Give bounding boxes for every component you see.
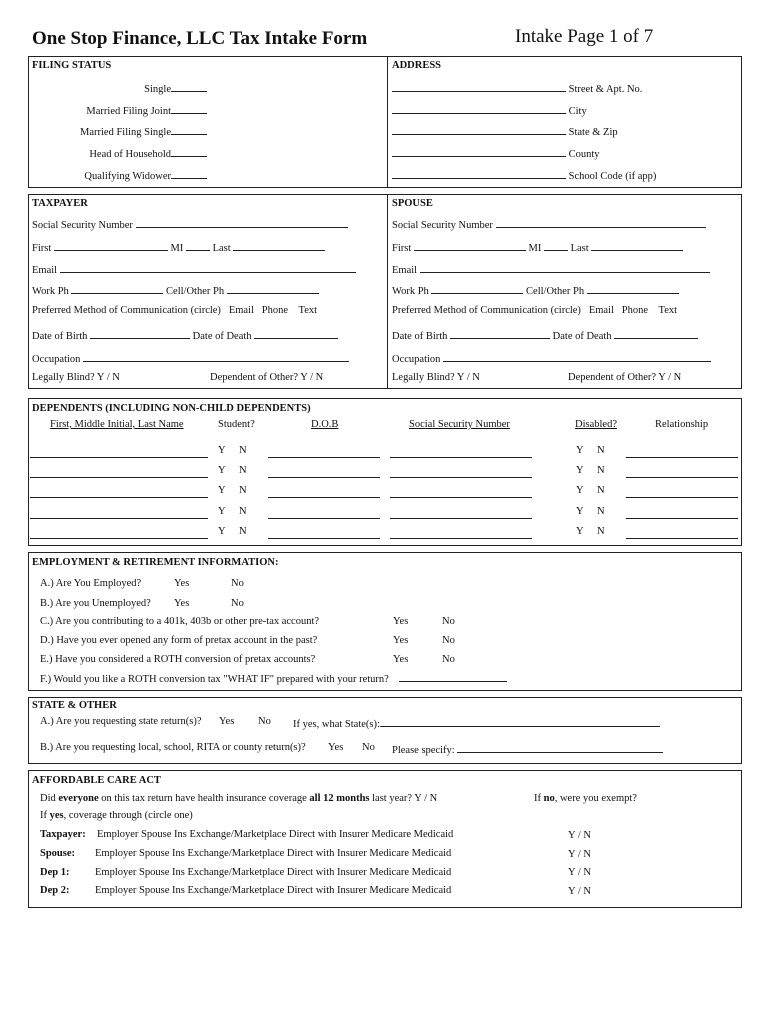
employment-c-yes[interactable]: Yes <box>393 616 409 627</box>
dependents-col-dob: D.O.B <box>311 419 339 430</box>
address-county[interactable]: County <box>392 146 600 160</box>
address-school-code[interactable]: School Code (if app) <box>392 168 656 182</box>
dependent-disabled-yes[interactable]: Y <box>576 465 584 476</box>
employment-d-yes[interactable]: Yes <box>393 635 409 646</box>
state-which-line[interactable] <box>380 716 660 727</box>
taxpayer-dates[interactable]: Date of Birth Date of Death <box>32 328 338 342</box>
taxpayer-dependent[interactable]: Dependent of Other? Y / N <box>210 372 324 383</box>
aca-heading: AFFORDABLE CARE ACT <box>32 775 161 786</box>
employment-a-yes[interactable]: Yes <box>174 578 190 589</box>
dependent-disabled-no[interactable]: N <box>597 526 605 537</box>
taxpayer-ssn-line[interactable] <box>136 217 348 228</box>
spouse-pref-phone[interactable]: Phone <box>621 305 649 316</box>
aca-row-label-dep2: Dep 2: <box>40 885 70 896</box>
dependent-ssn-line[interactable] <box>390 477 532 478</box>
dependent-disabled-no[interactable]: N <box>597 465 605 476</box>
address-state-zip-line[interactable] <box>392 124 566 135</box>
dependent-student-no[interactable]: N <box>239 485 247 496</box>
aca-row-yn-spouse[interactable]: Y / N <box>568 849 591 860</box>
filing-option-hoh[interactable]: Head of Household <box>89 146 207 160</box>
dependent-student-yes[interactable]: Y <box>218 526 226 537</box>
dependent-dob-line[interactable] <box>268 457 380 458</box>
state-specify-line[interactable] <box>457 742 663 753</box>
dependent-dob-line[interactable] <box>268 518 380 519</box>
dependent-name-line[interactable] <box>30 457 208 458</box>
aca-coverage-yn[interactable]: last year? Y / N <box>369 793 438 804</box>
address-school-line[interactable] <box>392 168 566 179</box>
spouse-cell-line[interactable] <box>587 283 679 294</box>
filing-option-single[interactable]: Single <box>144 81 207 95</box>
address-city[interactable]: City <box>392 103 587 117</box>
taxpayer-work-line[interactable] <box>71 283 163 294</box>
employment-q-d: D.) Have you ever opened any form of pretax account in the past? <box>40 635 318 646</box>
taxpayer-last-line[interactable] <box>233 240 325 251</box>
spouse-ssn[interactable]: Social Security Number <box>392 217 706 231</box>
employment-f-line[interactable] <box>399 671 507 682</box>
dependent-disabled-yes[interactable]: Y <box>576 526 584 537</box>
spouse-pref-comm: Preferred Method of Communication (circle) Email Phone Text <box>392 305 678 316</box>
filing-option-qw-line[interactable] <box>171 168 207 179</box>
dependent-dob-line[interactable] <box>268 497 380 498</box>
state-b-no[interactable]: No <box>362 742 375 753</box>
employment-d-no[interactable]: No <box>442 635 455 646</box>
taxpayer-pref-phone[interactable]: Phone <box>261 305 289 316</box>
filing-option-qw[interactable]: Qualifying Widower <box>84 168 207 182</box>
filing-status-heading: FILING STATUS <box>32 60 112 71</box>
dependent-name-line[interactable] <box>30 497 208 498</box>
spouse-phones[interactable]: Work Ph Cell/Other Ph <box>392 283 679 297</box>
taxpayer-pref-email[interactable]: Email <box>228 305 254 316</box>
aca-row-yn-taxpayer[interactable]: Y / N <box>568 830 591 841</box>
dependent-student-no[interactable]: N <box>239 465 247 476</box>
taxpayer-ssn[interactable]: Social Security Number <box>32 217 348 231</box>
filing-option-mfs[interactable]: Married Filing Single <box>80 124 207 138</box>
aca-row-options-taxpayer[interactable]: Employer Spouse Ins Exchange/Marketplace Direct with Insurer Medicare Medicaid <box>97 829 454 840</box>
spouse-last-line[interactable] <box>591 240 683 251</box>
dependent-disabled-yes[interactable]: Y <box>576 485 584 496</box>
employment-b-yes[interactable]: Yes <box>174 598 190 609</box>
dependent-disabled-no[interactable]: N <box>597 445 605 456</box>
spouse-name[interactable]: First MI Last <box>392 240 683 254</box>
employment-q-b: B.) Are you Unemployed? <box>40 598 151 609</box>
taxpayer-pref-comm: Preferred Method of Communication (circle) Email Phone Text <box>32 305 318 316</box>
dependent-student-no[interactable]: N <box>239 506 247 517</box>
taxpayer-name[interactable]: First MI Last <box>32 240 325 254</box>
state-q-b: B.) Are you requesting local, school, RITA or county return(s)? <box>40 742 306 753</box>
state-a-no[interactable]: No <box>258 716 271 727</box>
spouse-dependent[interactable]: Dependent of Other? Y / N <box>568 372 682 383</box>
filing-option-mfj-line[interactable] <box>171 103 207 114</box>
address-street[interactable]: Street & Apt. No. <box>392 81 642 95</box>
employment-e-no[interactable]: No <box>442 654 455 665</box>
state-other-heading: STATE & OTHER <box>32 700 117 711</box>
filing-option-hoh-line[interactable] <box>171 146 207 157</box>
state-a-which[interactable]: If yes, what State(s): <box>293 716 660 730</box>
taxpayer-blind[interactable]: Legally Blind? Y / N <box>32 372 120 383</box>
employment-c-no[interactable]: No <box>442 616 455 627</box>
spouse-dod-line[interactable] <box>614 328 698 339</box>
taxpayer-first-line[interactable] <box>54 240 168 251</box>
employment-q-c: C.) Are you contributing to a 401k, 403b or other pre-tax account? <box>40 616 320 627</box>
spouse-work-line[interactable] <box>431 283 523 294</box>
dependent-name-line[interactable] <box>30 518 208 519</box>
state-q-a: A.) Are you requesting state return(s)? <box>40 716 202 727</box>
dependent-relationship-line[interactable] <box>626 457 738 458</box>
spouse-occupation-line[interactable] <box>443 351 711 362</box>
state-b-specify[interactable]: Please specify: <box>392 742 663 756</box>
dependent-student-yes[interactable]: Y <box>218 465 226 476</box>
employment-heading: EMPLOYMENT & RETIREMENT INFORMATION: <box>32 557 279 568</box>
address-state-zip[interactable]: State & Zip <box>392 124 618 138</box>
dependent-ssn-line[interactable] <box>390 497 532 498</box>
dependents-heading: DEPENDENTS (INCLUDING NON-CHILD DEPENDENTS) <box>32 403 311 414</box>
taxpayer-heading: TAXPAYER <box>32 198 88 209</box>
dependent-student-yes[interactable]: Y <box>218 485 226 496</box>
dependent-relationship-line[interactable] <box>626 477 738 478</box>
address-county-line[interactable] <box>392 146 566 157</box>
address-city-line[interactable] <box>392 103 566 114</box>
dependents-col-disabled: Disabled? <box>575 419 617 430</box>
aca-row-label-dep1: Dep 1: <box>40 867 70 878</box>
aca-row-options-spouse[interactable]: Employer Spouse Ins Exchange/Marketplace Direct with Insurer Medicare Medicaid <box>95 848 452 859</box>
address-street-line[interactable] <box>392 81 566 92</box>
dependent-disabled-yes[interactable]: Y <box>576 506 584 517</box>
address-heading: ADDRESS <box>392 60 442 71</box>
dependent-disabled-yes[interactable]: Y <box>576 445 584 456</box>
aca-row-options-dep1[interactable]: Employer Spouse Ins Exchange/Marketplace Direct with Insurer Medicare Medicaid <box>95 867 452 878</box>
filing-option-single-line[interactable] <box>171 81 207 92</box>
aca-row-yn-dep1[interactable]: Y / N <box>568 867 591 878</box>
taxpayer-dob-line[interactable] <box>90 328 190 339</box>
dependent-dob-line[interactable] <box>268 538 380 539</box>
dependent-disabled-no[interactable]: N <box>597 506 605 517</box>
spouse-heading: SPOUSE <box>392 198 433 209</box>
dependent-student-yes[interactable]: Y <box>218 506 226 517</box>
dependent-student-no[interactable]: N <box>239 526 247 537</box>
spouse-first-line[interactable] <box>414 240 526 251</box>
employment-q-e: E.) Have you considered a ROTH conversion of pretax accounts? <box>40 654 316 665</box>
dependent-dob-line[interactable] <box>268 477 380 478</box>
dependent-relationship-line[interactable] <box>626 497 738 498</box>
aca-row-label-taxpayer: Taxpayer: <box>40 829 86 840</box>
dependents-col-relationship: Relationship <box>655 419 709 430</box>
dependents-col-name: First, Middle Initial, Last Name <box>50 419 184 430</box>
spouse-pref-text[interactable]: Text <box>658 305 678 316</box>
taxpayer-pref-text[interactable]: Text <box>298 305 318 316</box>
aca-row-yn-dep2[interactable]: Y / N <box>568 886 591 897</box>
spouse-blind[interactable]: Legally Blind? Y / N <box>392 372 480 383</box>
aca-row-label-spouse: Spouse: <box>40 848 76 859</box>
dependent-name-line[interactable] <box>30 477 208 478</box>
spouse-occupation[interactable]: Occupation <box>392 351 711 365</box>
state-a-yes[interactable]: Yes <box>219 716 235 727</box>
employment-q-a: A.) Are You Employed? <box>40 578 142 589</box>
employment-a-no[interactable]: No <box>231 578 244 589</box>
taxpayer-occupation-line[interactable] <box>83 351 349 362</box>
taxpayer-dod-line[interactable] <box>254 328 338 339</box>
dependent-name-line[interactable] <box>30 538 208 539</box>
dependent-ssn-line[interactable] <box>390 538 532 539</box>
aca-coverage-through: If yes, coverage through (circle one) <box>40 810 193 821</box>
dependent-ssn-line[interactable] <box>390 457 532 458</box>
spouse-dates[interactable]: Date of Birth Date of Death <box>392 328 698 342</box>
taxpayer-cell-line[interactable] <box>227 283 319 294</box>
page-indicator: Intake Page 1 of 7 <box>515 26 654 47</box>
dependent-student-yes[interactable]: Y <box>218 445 226 456</box>
filing-option-mfj[interactable]: Married Filing Joint <box>86 103 207 117</box>
filing-option-mfs-line[interactable] <box>171 124 207 135</box>
taxpayer-occupation[interactable]: Occupation <box>32 351 349 365</box>
spouse-dob-line[interactable] <box>450 328 550 339</box>
dependent-relationship-line[interactable] <box>626 518 738 519</box>
spouse-email-line[interactable] <box>420 262 710 273</box>
dependent-ssn-line[interactable] <box>390 518 532 519</box>
employment-q-f: F.) Would you like a ROTH conversion tax "WHAT IF" prepared with your return? <box>40 671 507 685</box>
spouse-mi-line[interactable] <box>544 240 568 251</box>
dependent-disabled-no[interactable]: N <box>597 485 605 496</box>
state-b-yes[interactable]: Yes <box>328 742 344 753</box>
aca-exempt-question: If no, were you exempt? <box>534 793 637 804</box>
dependents-col-ssn: Social Security Number <box>409 419 510 430</box>
form-title: One Stop Finance, LLC Tax Intake Form <box>32 28 368 49</box>
taxpayer-phones[interactable]: Work Ph Cell/Other Ph <box>32 283 319 297</box>
employment-b-no[interactable]: No <box>231 598 244 609</box>
spouse-email[interactable]: Email <box>392 262 710 276</box>
employment-e-yes[interactable]: Yes <box>393 654 409 665</box>
taxpayer-email-line[interactable] <box>60 262 356 273</box>
taxpayer-email[interactable]: Email <box>32 262 356 276</box>
dependents-col-student: Student? <box>218 419 255 430</box>
aca-row-options-dep2[interactable]: Employer Spouse Ins Exchange/Marketplace Direct with Insurer Medicare Medicaid <box>95 885 452 896</box>
spouse-pref-email[interactable]: Email <box>588 305 614 316</box>
dependent-relationship-line[interactable] <box>626 538 738 539</box>
dependent-student-no[interactable]: N <box>239 445 247 456</box>
spouse-ssn-line[interactable] <box>496 217 706 228</box>
aca-coverage-question: Did everyone on this tax return have health insurance coverage all 12 months last year? Y / N <box>40 793 438 804</box>
taxpayer-mi-line[interactable] <box>186 240 210 251</box>
